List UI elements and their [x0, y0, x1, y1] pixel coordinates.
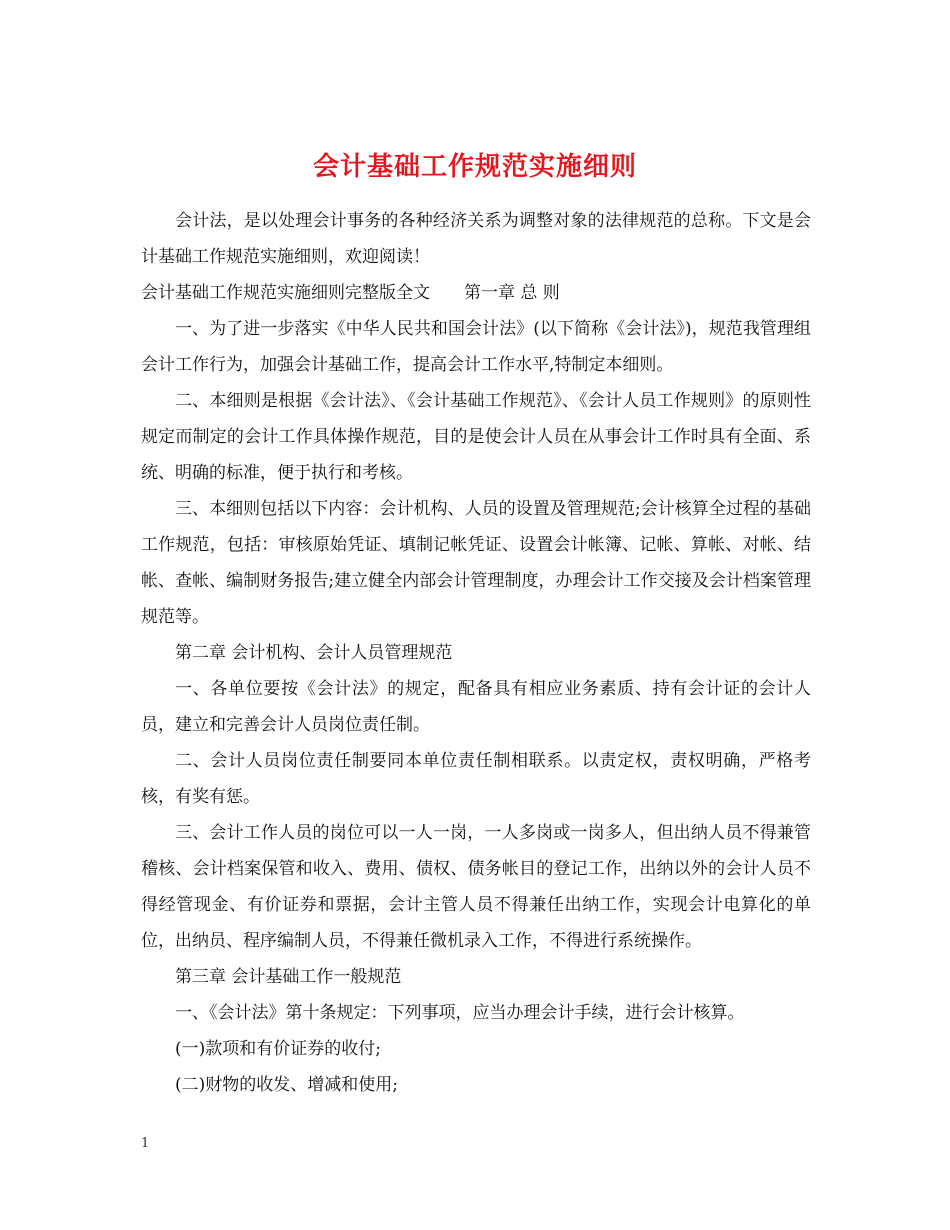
- page-number: 1: [141, 1136, 150, 1151]
- chapter-one-heading-line: 会计基础工作规范实施细则完整版全文 第一章 总 则: [141, 283, 560, 303]
- document-title: 会计基础工作规范实施细则: [312, 152, 637, 183]
- article-two-paragraph: 二、本细则是根据《会计法》、《会计基础工作规范》、《会计人员工作规则》的原则性规定而制定的会计工作具体操作规范，目的是使会计人员在从事会计工作时具有全面、系统、明确的标准，便于执行和考核。: [141, 391, 811, 483]
- intro-paragraph: 会计法，是以处理会计事务的各种经济关系为调整对象的法律规范的总称。下文是会计基础工作规范实施细则，欢迎阅读！: [141, 211, 811, 267]
- chapter-two-heading: 第二章 会计机构、会计人员管理规范: [175, 643, 453, 663]
- chapter-three-heading: 第三章 会计基础工作一般规范: [175, 967, 402, 987]
- chapter-two-article-one: 一、各单位要按《会计法》的规定，配备具有相应业务素质、持有会计证的会计人员，建立和完善会计人员岗位责任制。: [141, 679, 811, 735]
- chapter-two-article-three: 三、会计工作人员的岗位可以一人一岗，一人多岗或一岗多人，但出纳人员不得兼管稽核、会计档案保管和收入、费用、债权、债务帐目的登记工作，出纳以外的会计人员不得经管现金、有价证券和票据，会计主管人员不得兼任出纳工作，实现会计电算化的单位，出纳员、程序编制人员，不得兼任微机录入工作，不得进行系统操作。: [141, 823, 811, 951]
- list-item-one: (一)款项和有价证券的收付;: [175, 1039, 381, 1059]
- list-item-two: (二)财物的收发、增减和使用;: [175, 1075, 398, 1095]
- document-body: [141, 203, 811, 1103]
- article-three-paragraph: 三、本细则包括以下内容：会计机构、人员的设置及管理规范;会计核算全过程的基础工作规范，包括：审核原始凭证、填制记帐凭证、设置会计帐簿、记帐、算帐、对帐、结帐、查帐、编制财务报告;建立健全内部会计管理制度，办理会计工作交接及会计档案管理规范等。: [141, 499, 811, 627]
- chapter-two-article-two: 二、会计人员岗位责任制要同本单位责任制相联系。以责定权，责权明确，严格考核，有奖有惩。: [141, 751, 811, 807]
- article-one-paragraph: 一、为了进一步落实《中华人民共和国会计法》(以下简称《会计法》)，规范我管理组会计工作行为，加强会计基础工作，提高会计工作水平,特制定本细则。: [141, 319, 811, 375]
- chapter-three-article-one: 一、《会计法》第十条规定：下列事项，应当办理会计手续，进行会计核算。: [175, 1003, 745, 1023]
